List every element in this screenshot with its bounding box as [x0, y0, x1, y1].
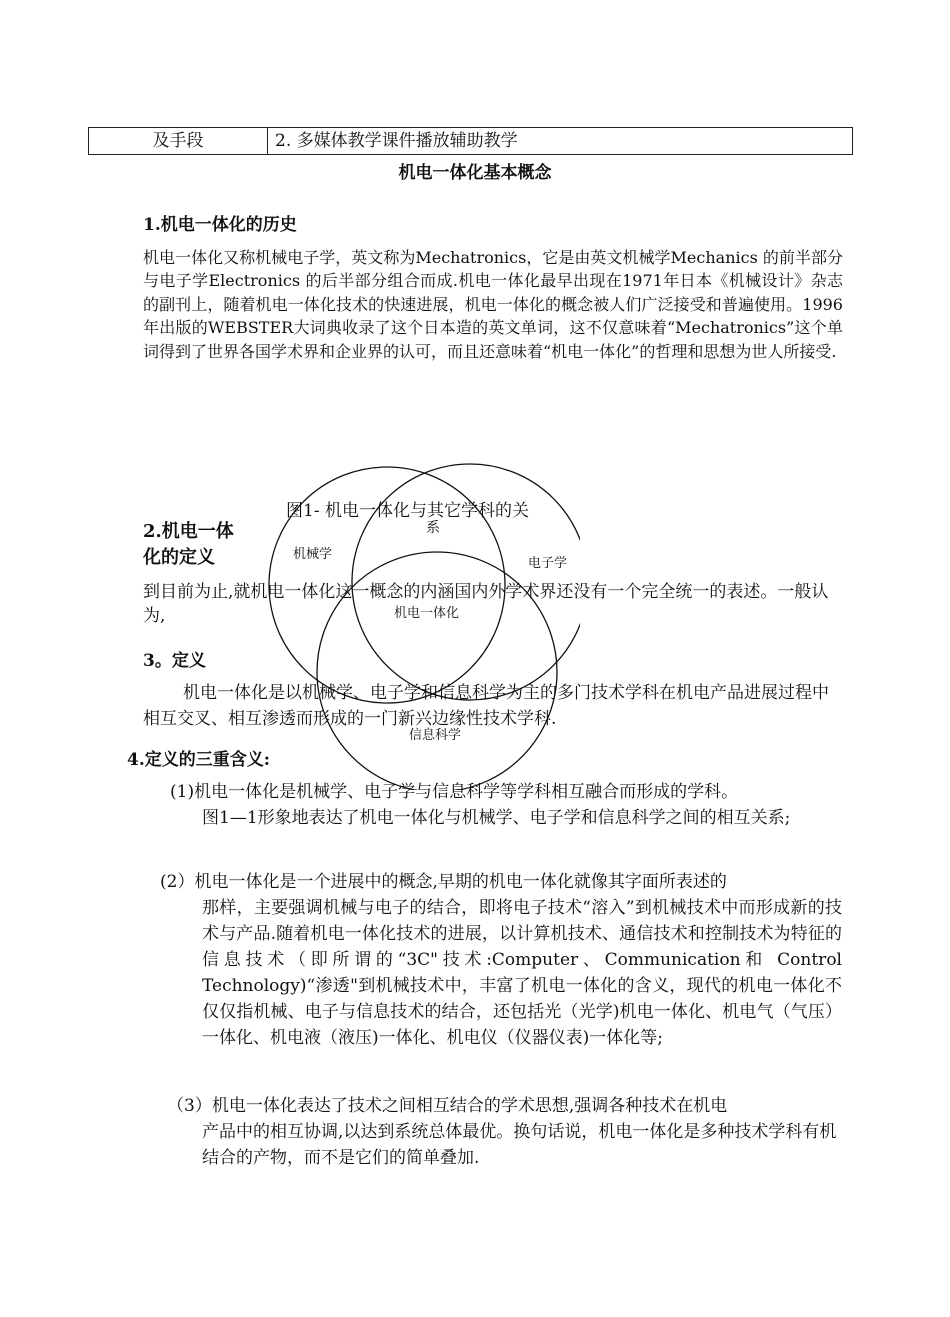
item2-first-line: (2）机电一体化是一个进展中的概念,早期的机电一体化就像其字面所表述的 — [160, 872, 727, 892]
section3-heading: 3。定义 — [143, 651, 206, 671]
section2-heading-line2: 化的定义 — [143, 547, 215, 568]
section1-heading: 1.机电一体化的历史 — [143, 215, 297, 235]
table-cell-label: 及手段 — [89, 128, 268, 154]
table-cell-content: 2. 多媒体教学课件播放辅助教学 — [275, 131, 518, 151]
page-title: 机电一体化基本概念 — [398, 163, 552, 183]
section1-body: 机电一体化又称机械电子学，英文称为Mechatronics，它是由英文机械学Mechanics 的前半部分与电子学Electronics 的后半部分组合而成.机电一体化最早出现在1971年日本《机械设计》杂志的副刊上，随着机电一体化技术的快速进展，机电一体化的概念被人们广泛接受和普遍使用。1996年出版的WEBSTER大词典收录了这个日本造的英文单词，这不仅意味着“Mechatronics”这个单词得到了世界各国学术界和企业界的认可，而且还意味着“机电一体化”的哲理和思想为世人所接受. — [143, 248, 843, 361]
figure-caption: 图1- 机电一体化与其它学科的关 — [286, 501, 529, 521]
item1-continuation: 图1—1形象地表达了机电一体化与机械学、电子学和信息科学之间的相互关系; — [202, 808, 791, 828]
definition-item-1 — [170, 779, 870, 831]
item3-continuation: 产品中的相互协调,以达到系统总体最优。换句话说，机电一体化是多种技术学科有机结合的产物，而不是它们的简单叠加. — [202, 1122, 837, 1168]
section4-heading: 4.定义的三重含义: — [127, 750, 271, 770]
item3-first-line: （3）机电一体化表达了技术之间相互结合的学术思想,强调各种技术在机电 — [167, 1096, 728, 1116]
section3-body: 机电一体化是以机械学、电子学和信息科学为主的多门技术学科在机电产品进展过程中相互交叉、相互渗透而形成的一门新兴边缘性技术学科. — [143, 683, 829, 729]
item2-continuation: 那样，主要强调机械与电子的结合，即将电子技术“溶入”到机械技术中而形成新的技术与产品.随着机电一体化技术的进展，以计算机技术、通信技术和控制技术为特征的信息技术（即所谓的“3C"技术:Computer、Communication和 Control Technology)“渗透"到机械技术中，丰富了机电一体化的含义，现代的机电一体化不仅仅指机械、电子与信息技术的结合，还包括光（光学)机电一体化、机电气（气压）一体化、机电液（液压)一体化、机电仪（仪器仪表)一体化等; — [202, 898, 842, 1048]
label-mechanics: 机械学 — [293, 547, 333, 562]
definition-item-3 — [167, 1093, 867, 1171]
definition-item-2 — [160, 869, 860, 1051]
teaching-methods-table — [88, 127, 853, 155]
section2-heading-line1: 2.机电一体 — [143, 521, 234, 542]
label-mechatronics: 机电一体化 — [394, 606, 460, 621]
figure-caption-continued: 系 — [426, 520, 440, 536]
label-electronics: 电子学 — [528, 556, 568, 571]
section2-body: 到目前为止,就机电一体化这一概念的内涵国内外学术界还没有一个完全统一的表述。一般认为, — [143, 582, 829, 626]
label-information-science: 信息科学 — [409, 728, 462, 743]
item1-first-line: (1)机电一体化是机械学、电子学与信息科学等学科相互融合而形成的学科。 — [170, 782, 739, 802]
